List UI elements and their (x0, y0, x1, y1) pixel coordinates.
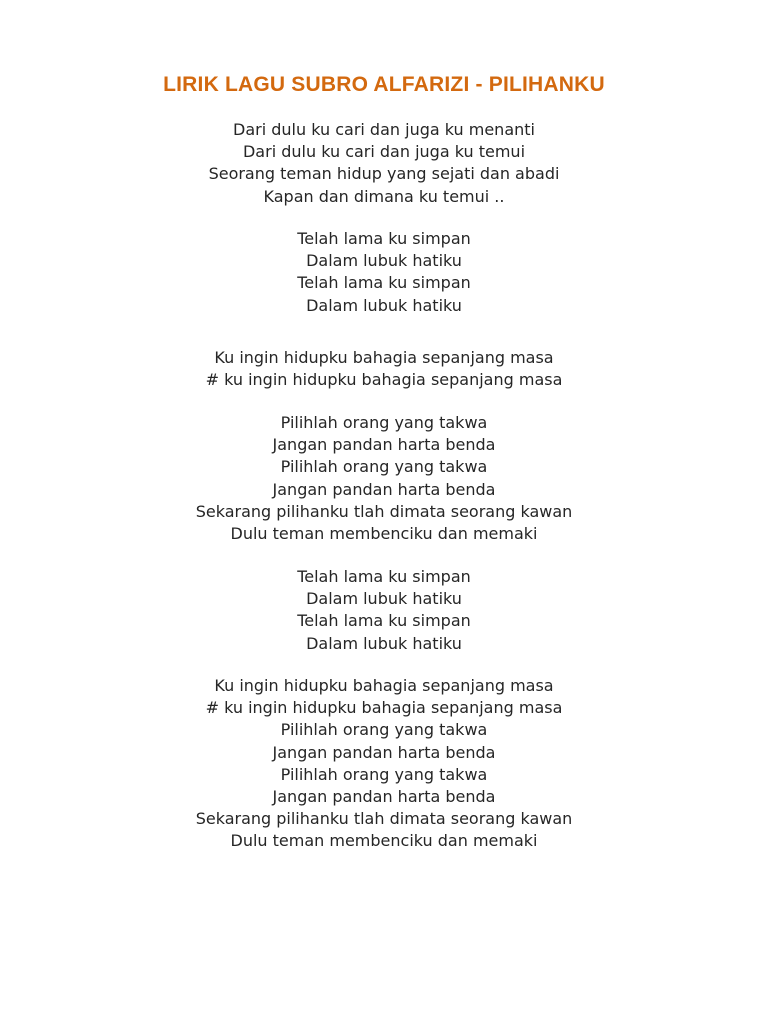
lyric-line: Telah lama ku simpan (297, 229, 471, 248)
lyric-line: Dari dulu ku cari dan juga ku menanti (233, 120, 535, 139)
lyric-line: Dulu teman membenciku dan memaki (230, 524, 538, 544)
lyric-line: Dalam lubuk hatiku (306, 295, 462, 315)
lyric-line: Kapan dan dimana ku temui .. (263, 186, 505, 206)
lyric-line: Pilihlah orang yang takwa (280, 457, 488, 477)
lyric-line: Pilihlah orang yang takwa (280, 720, 488, 740)
lyric-line: Pilihlah orang yang takwa (280, 413, 488, 432)
lyric-line: Ku ingin hidupku bahagia sepanjang masa (214, 348, 554, 367)
lyric-line: Ku ingin hidupku bahagia sepanjang masa (214, 676, 554, 695)
lyric-line: Telah lama ku simpan (297, 611, 471, 631)
page-title: LIRIK LAGU SUBRO ALFARIZI - PILIHANKU (163, 73, 605, 96)
lyrics-stanza (0, 675, 768, 853)
lyrics-stanza (0, 347, 768, 391)
lyric-line: Dalam lubuk hatiku (306, 589, 462, 609)
lyric-line: Dalam lubuk hatiku (306, 633, 462, 653)
lyric-line: Telah lama ku simpan (297, 567, 471, 586)
lyrics-stanza (0, 412, 768, 545)
lyrics-stanza (0, 566, 768, 655)
lyric-line: Dalam lubuk hatiku (306, 251, 462, 271)
lyric-line: Jangan pandan harta benda (272, 479, 496, 499)
lyric-line: # ku ingin hidupku bahagia sepanjang masa (205, 370, 563, 390)
lyrics-stanza (0, 119, 768, 208)
lyric-line: Telah lama ku simpan (297, 273, 471, 293)
lyric-line: Dari dulu ku cari dan juga ku temui (242, 142, 526, 162)
lyric-line: Jangan pandan harta benda (272, 435, 496, 455)
lyric-line: # ku ingin hidupku bahagia sepanjang masa (205, 698, 563, 718)
lyrics-stanza (0, 228, 768, 317)
lyric-line: Sekarang pilihanku tlah dimata seorang kawan (195, 501, 573, 521)
lyric-line: Seorang teman hidup yang sejati dan abadi (208, 164, 560, 184)
lyric-line: Pilihlah orang yang takwa (280, 764, 488, 784)
lyric-line: Jangan pandan harta benda (272, 742, 496, 762)
lyric-line: Dulu teman membenciku dan memaki (230, 831, 538, 851)
lyric-line: Jangan pandan harta benda (272, 787, 496, 807)
lyric-line: Sekarang pilihanku tlah dimata seorang kawan (195, 809, 573, 829)
